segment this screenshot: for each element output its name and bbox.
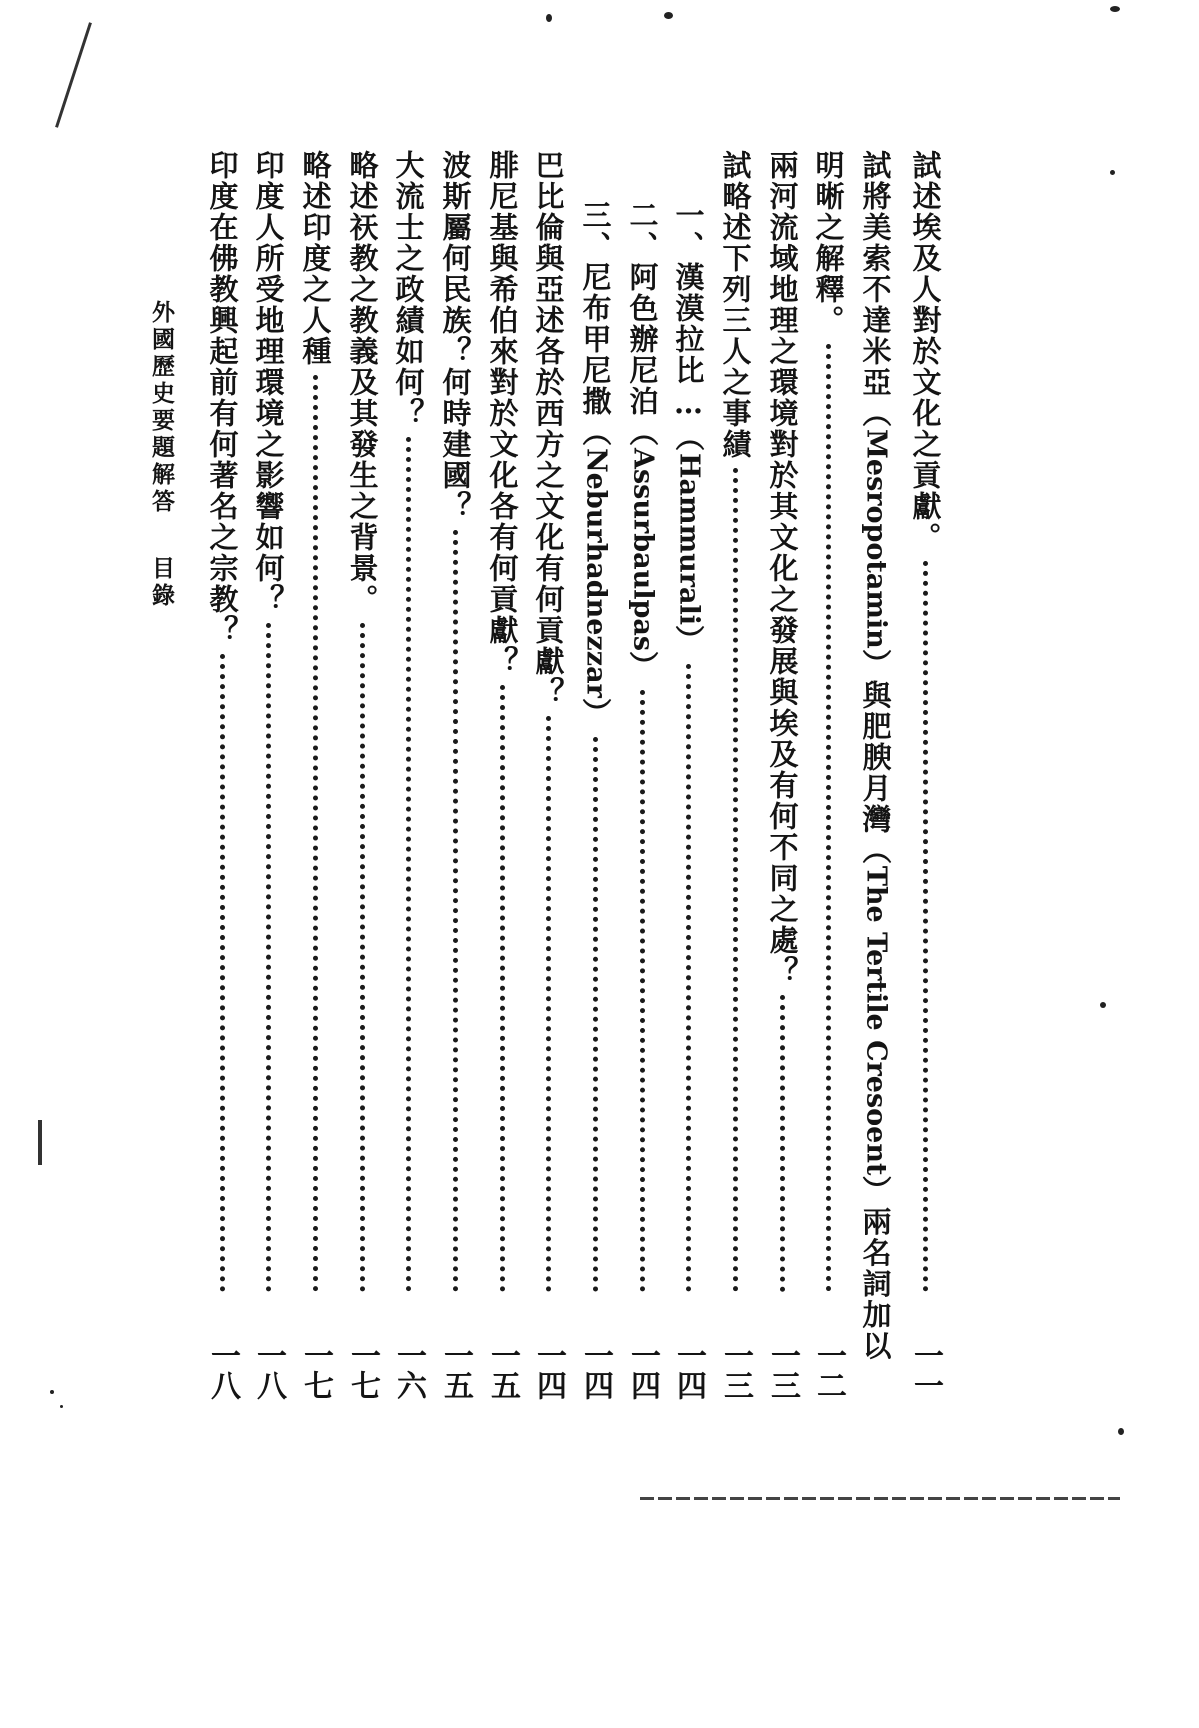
toc-entry-text: 明晰之解釋。 bbox=[811, 150, 846, 336]
toc-entry-text: 波斯屬何民族？何時建國？ bbox=[438, 150, 473, 522]
toc-page-number: 一三 bbox=[765, 1340, 800, 1400]
toc-entry bbox=[808, 150, 848, 1400]
dot-leader bbox=[733, 468, 738, 1292]
toc-entry-text: 試略述下列三人之事績 bbox=[718, 150, 753, 460]
toc-entry bbox=[575, 150, 615, 1400]
toc-page-number: 一五 bbox=[485, 1340, 520, 1400]
toc-entry bbox=[435, 150, 475, 1400]
dot-leader bbox=[266, 623, 271, 1292]
book-title: 外國歷史要題解答 bbox=[148, 300, 175, 516]
dot-leader bbox=[313, 375, 318, 1292]
toc-entry-text: 一、漢漠拉比…（Hammurali） bbox=[671, 200, 706, 657]
toc-page-number: 一七 bbox=[345, 1340, 380, 1400]
toc-entry bbox=[715, 150, 755, 1400]
toc-entry bbox=[388, 150, 428, 1400]
toc-entry bbox=[295, 150, 335, 1400]
dot-leader bbox=[780, 995, 785, 1292]
toc-entry bbox=[668, 150, 708, 1400]
scan-speck bbox=[1110, 6, 1120, 12]
dot-leader bbox=[546, 716, 551, 1292]
section-label: 目錄 bbox=[148, 556, 175, 610]
toc-entry-text: 大流士之政績如何？ bbox=[391, 150, 426, 429]
toc-entry-text: 印度在佛教興起前有何著名之宗教？ bbox=[205, 150, 240, 646]
toc-page-number: 一一 bbox=[908, 1340, 943, 1400]
dot-leader bbox=[686, 664, 691, 1292]
dot-leader bbox=[500, 685, 505, 1292]
running-footer bbox=[145, 300, 178, 610]
toc-entry bbox=[622, 150, 662, 1400]
toc-entry bbox=[342, 150, 382, 1400]
toc-entry bbox=[905, 150, 945, 1400]
toc-entry-text: 腓尼基與希伯來對於文化各有何貢獻？ bbox=[485, 150, 520, 677]
toc-entry-text: 兩河流域地理之環境對於其文化之發展與埃及有何不同之處？ bbox=[765, 150, 800, 987]
scan-speck bbox=[1110, 170, 1115, 175]
scan-speck bbox=[546, 14, 552, 22]
toc-entry bbox=[855, 150, 895, 1400]
toc-page-number: 一四 bbox=[531, 1340, 566, 1400]
scan-speck bbox=[1118, 1428, 1124, 1435]
dot-leader bbox=[360, 623, 365, 1292]
toc-page-number: 一四 bbox=[578, 1340, 613, 1400]
toc-page-number: 一二 bbox=[811, 1340, 846, 1400]
scan-speck bbox=[664, 12, 673, 19]
toc-page-number: 一八 bbox=[251, 1340, 286, 1400]
toc-page-number: 一六 bbox=[391, 1340, 426, 1400]
toc-entry bbox=[248, 150, 288, 1400]
toc-page-number: 一四 bbox=[625, 1340, 660, 1400]
toc-entry bbox=[528, 150, 568, 1400]
dot-leader bbox=[640, 690, 645, 1292]
scan-speck bbox=[50, 1390, 54, 1394]
toc-entry-text: 試將美索不達米亞（Mesropotamin）與肥腴月灣（The Tertile Cresoent）兩名詞加以 bbox=[858, 150, 893, 1362]
toc-entry-text: 二、阿色辦尼泊（Assurbaulpas） bbox=[625, 200, 660, 683]
toc-entry-text: 印度人所受地理環境之影響如何？ bbox=[251, 150, 286, 615]
toc-entry-text: 略述祆教之教義及其發生之背景。 bbox=[345, 150, 380, 615]
toc-page-number: 一七 bbox=[298, 1340, 333, 1400]
toc-page-number: 一五 bbox=[438, 1340, 473, 1400]
toc-page-number: 一三 bbox=[718, 1340, 753, 1400]
dot-leader bbox=[923, 561, 928, 1292]
toc-entry-text: 略述印度之人種 bbox=[298, 150, 333, 367]
toc-entry-text: 試述埃及人對於文化之貢獻。 bbox=[908, 150, 943, 553]
toc-entry bbox=[762, 150, 802, 1400]
toc-entry bbox=[202, 150, 242, 1400]
dot-leader bbox=[220, 654, 225, 1292]
scan-scratch bbox=[38, 1120, 42, 1165]
toc-page-number: 一四 bbox=[671, 1340, 706, 1400]
dot-leader bbox=[593, 737, 598, 1292]
toc-entry bbox=[482, 150, 522, 1400]
toc-page-number: 一八 bbox=[205, 1340, 240, 1400]
scan-edge-line bbox=[640, 1497, 1120, 1500]
toc-entry-text: 巴比倫與亞述各於西方之文化有何貢獻？ bbox=[531, 150, 566, 708]
scan-speck bbox=[60, 1405, 63, 1408]
dot-leader bbox=[406, 437, 411, 1292]
scan-scratch bbox=[55, 22, 92, 128]
scan-speck bbox=[1100, 1002, 1106, 1008]
dot-leader bbox=[453, 530, 458, 1292]
dot-leader bbox=[826, 344, 831, 1292]
toc-entry-text: 三、尼布甲尼撒（Neburhadnezzar） bbox=[578, 200, 613, 729]
